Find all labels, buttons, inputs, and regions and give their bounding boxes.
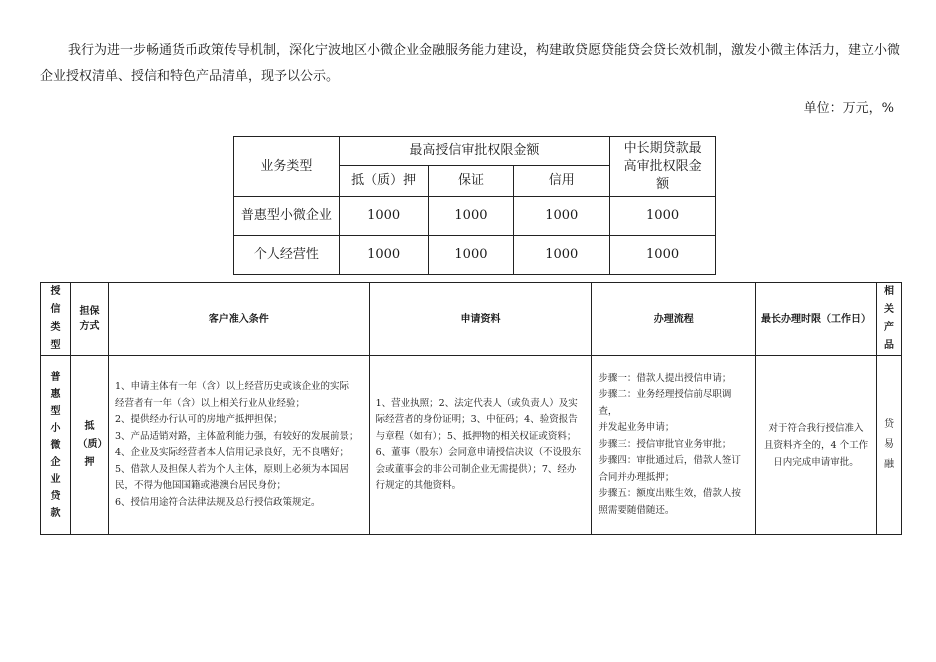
cell-collateral: 1000 <box>339 236 428 275</box>
header-materials: 申请资料 <box>369 283 592 356</box>
cell-admission: 1、申请主体有一年（含）以上经营历史或该企业的实际 经营者有一年（含）以上相关行业从业经验； 2、提供经办行认可的房地产抵押担保； 3、产品适销对路，主体盈利能力强，有较好的发展前景； 4、企业及实际经营者本人信用记录良好，无不良嗜好； 5、借款人及担保人若为个人主体，原则上必须为本国居 民，不得为他国国籍或港澳台居民身份； 6、授信用途符合法律法规及总行授信政策规定。 <box>108 356 369 535</box>
header-guarantee-method: 担保方式 <box>70 283 108 356</box>
cell-guarantee: 1000 <box>428 236 514 275</box>
cell-collateral: 1000 <box>339 197 428 236</box>
cell-long-term: 1000 <box>610 236 716 275</box>
header-products: 相关产品 <box>876 283 901 356</box>
header-business-type: 业务类型 <box>234 137 340 197</box>
cell-time-limit: 对于符合我行授信准入 且资料齐全的，4 个工作 日内完成申请审批。 <box>756 356 877 535</box>
header-credit: 信用 <box>514 166 610 197</box>
header-collateral: 抵（质）押 <box>339 166 428 197</box>
header-time-limit: 最长办理时限（工作日） <box>756 283 877 356</box>
header-guarantee: 保证 <box>428 166 514 197</box>
cell-credit: 1000 <box>514 236 610 275</box>
cell-type: 个人经营性 <box>234 236 340 275</box>
cell-credit-type: 普惠型小微企业贷款 <box>41 356 71 535</box>
cell-process: 步骤一：借款人提出授信申请； 步骤二：业务经理授信前尽职调查， 并发起业务申请； 步骤三：授信审批官业务审批； 步骤四：审批通过后，借款人签订 合同并办理抵押； 步骤五：额度出账生效，借款人按 照需要随借随还。 <box>592 356 756 535</box>
product-table <box>40 282 902 535</box>
unit-label: 单位：万元，% <box>803 101 894 116</box>
table-row <box>234 197 716 236</box>
cell-credit: 1000 <box>514 197 610 236</box>
header-credit-type: 授信类型 <box>41 283 71 356</box>
cell-long-term: 1000 <box>610 197 716 236</box>
header-long-term: 中长期贷款最高审批权限金额 <box>610 137 716 197</box>
header-admission: 客户准入条件 <box>108 283 369 356</box>
cell-guarantee-method: 抵（质）押 <box>70 356 108 535</box>
cell-type: 普惠型小微企业 <box>234 197 340 236</box>
cell-products: 贷易融 <box>876 356 901 535</box>
cell-materials: 1、营业执照；2、法定代表人（或负责人）及实 际经营者的身份证明；3、中征码；4、验资报告 与章程（如有）；5、抵押物的相关权证或资料； 6、董事（股东）会同意申请授信决议（不设股东 会或董事会的非公司制企业无需提供）；7、经办 行规定的其他资料。 <box>369 356 592 535</box>
cell-guarantee: 1000 <box>428 197 514 236</box>
authority-table <box>233 136 716 275</box>
header-process: 办理流程 <box>592 283 756 356</box>
header-max-credit: 最高授信审批权限金额 <box>339 137 609 166</box>
intro-paragraph: 我行为进一步畅通货币政策传导机制，深化宁波地区小微企业金融服务能力建设，构建敢贷愿贷能贷会贷长效机制，激发小微主体活力，建立小微企业授权清单、授信和特色产品清单，现予以公示。 <box>40 43 901 84</box>
table-row <box>41 356 902 535</box>
table-row <box>234 236 716 275</box>
